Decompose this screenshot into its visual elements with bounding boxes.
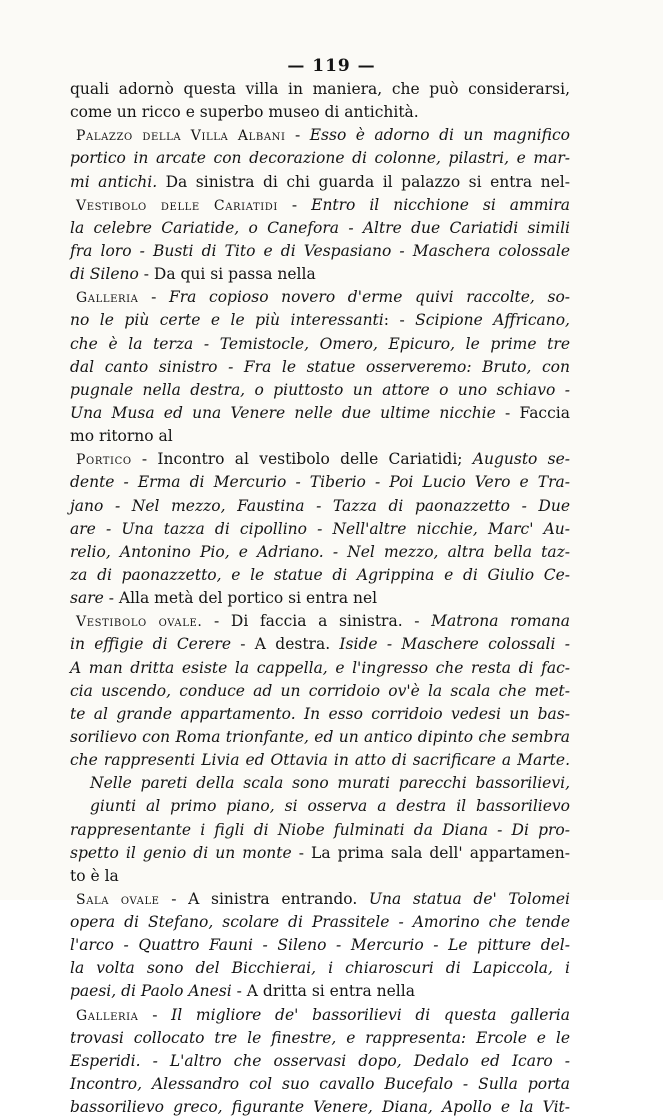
text-segment: - Di faccia a sinistra. - [202, 612, 432, 631]
text-line [70, 772, 570, 795]
text-segment: Incontro, Alessandro col suo cavallo Bucefalo - Sulla porta [70, 1075, 570, 1094]
section-heading: Vestibolo delle Cariatidi [76, 197, 278, 214]
text-segment: bassorilievo greco, figurante Venere, Diana, Apollo e la Vit- [70, 1098, 570, 1117]
text-segment: Fra copioso novero d'erme quivi raccolte, so- [169, 288, 571, 307]
text-line [70, 240, 570, 263]
text-segment: spetto il genio di un monte [70, 843, 292, 862]
text-segment: - Incontro al vestibolo delle Cariatidi; [131, 450, 473, 469]
text-line [70, 425, 570, 448]
text-line [70, 194, 570, 217]
text-segment: trovasi collocato tre le finestre, e rappresenta: Ercole e le [70, 1028, 570, 1047]
text-segment: - [285, 126, 310, 145]
text-line [70, 124, 570, 147]
text-line [70, 587, 570, 610]
text-segment: che rappresenti Livia ed Ottavia in atto di sacrificare a Marte. [70, 751, 570, 770]
section-heading: Galleria [76, 1007, 139, 1024]
text-segment: cia uscendo, conduce ad un corridoio ov'è la scala che met- [70, 681, 570, 700]
text-line [70, 610, 570, 633]
section-heading: Portico [76, 452, 132, 469]
text-segment: opera di Stefano, scolare di Prassitele - Amorino che tende [70, 913, 570, 932]
text-segment: za di paonazzetto, e le statue di Agrippina e di Giulio Ce- [70, 565, 570, 584]
text-segment: relio, Antonino Pio, e Adriano. - Nel mezzo, altra bella taz- [70, 542, 570, 561]
text-segment: sorilievo con Roma trionfante, ed un antico dipinto che sembra [70, 727, 570, 746]
text-segment: pugnale nella destra, o piuttosto un attore o uno schiavo - [70, 380, 570, 399]
text-segment: Matrona romana [431, 612, 570, 631]
text-segment: Il migliore de' bassorilievi di questa galleria [171, 1005, 570, 1024]
text-segment: jano - Nel mezzo, Faustina - Tazza di paonazzetto - Due [70, 496, 570, 515]
text-segment: Iside - Maschere colossali - [339, 635, 570, 654]
text-line [70, 217, 570, 240]
text-segment: giunti al primo piano, si osserva a destra il bassorilievo [90, 797, 570, 816]
text-line [70, 309, 570, 332]
text-segment: la celebre Cariatide, o Canefora - Altre due Cariatidi simili [70, 218, 570, 237]
text-segment: la volta sono del Bicchierai, i chiaroscuri di Lapiccola, i [70, 959, 570, 978]
text-line [70, 749, 570, 772]
text-segment: sare [70, 589, 104, 608]
text-segment: come un ricco e superbo museo di antichità. [70, 103, 419, 122]
section-heading: Sala ovale [76, 891, 160, 908]
text-segment: to è la [70, 866, 119, 885]
text-segment: l'arco - Quattro Fauni - Sileno - Mercurio - Le pitture del- [70, 936, 570, 955]
text-line [70, 78, 570, 101]
section-heading: Palazzo della Villa Albani [76, 128, 286, 145]
text-line [70, 356, 570, 379]
text-segment: paesi, di Paolo Anesi [70, 982, 232, 1001]
section-heading: Vestibolo ovale. [76, 614, 203, 631]
section-heading: Galleria [76, 290, 139, 307]
text-line [70, 564, 570, 587]
text-segment: mi antichi. [70, 172, 158, 191]
text-line [70, 657, 570, 680]
text-segment: A man dritta esiste la cappella, e l'ingresso che resta di fac- [70, 658, 570, 677]
text-line [70, 1096, 570, 1119]
text-segment: Una statua de' Tolomei [368, 889, 570, 908]
text-segment: are - Una tazza di cipollino - Nell'altre nicchie, Marc' Au- [70, 519, 570, 538]
text-segment: in effigie di Cerere [70, 635, 232, 654]
text-block [70, 78, 570, 1119]
text-line [70, 703, 570, 726]
text-segment: - Alla metà del portico si entra nel [103, 589, 378, 608]
text-segment: quali adornò questa villa in maniera, che può considerarsi, [70, 80, 570, 98]
text-line [70, 1050, 570, 1073]
text-line [70, 911, 570, 934]
text-segment: te al grande appartamento. In esso corridoio vedesi un bas- [70, 704, 570, 723]
text-line [70, 1073, 570, 1096]
text-line [70, 263, 570, 286]
text-line [70, 980, 570, 1003]
text-line [70, 402, 570, 425]
text-segment: : - [383, 311, 416, 330]
text-line [70, 842, 570, 865]
text-segment: - La prima sala dell' appartamen- [291, 843, 571, 862]
text-segment: - [138, 1005, 172, 1024]
text-line [70, 495, 570, 518]
text-line [70, 680, 570, 703]
text-segment: dente - Erma di Mercurio - Tiberio - Poi Lucio Vero e Tra- [70, 473, 570, 492]
text-segment: portico in arcate con decorazione di colonne, pilastri, e mar- [70, 149, 570, 168]
text-line [70, 286, 570, 309]
text-line [70, 934, 570, 957]
text-line [70, 333, 570, 356]
page-number: — 119 — [287, 56, 376, 76]
text-line [70, 795, 570, 818]
text-segment: - Faccia [495, 403, 570, 422]
text-segment: fra loro - Busti di Tito e di Vespasiano - Maschera colossale [70, 241, 570, 260]
text-segment: - A destra. [231, 635, 340, 654]
text-segment: Una Musa ed una Venere nelle due ultime nicchie [70, 403, 496, 422]
text-segment: - [277, 195, 312, 214]
text-segment: Nelle pareti della scala sono murati parecchi bassorilievi, [90, 774, 570, 793]
text-segment: Augusto se- [472, 450, 571, 469]
text-segment: dal canto sinistro - Fra le statue osserveremo: Bruto, con [70, 357, 570, 376]
text-line [70, 518, 570, 541]
text-line [70, 147, 570, 170]
text-line [70, 633, 570, 656]
text-segment: Entro il nicchione si ammira [311, 195, 570, 214]
text-segment: Esso è adorno di un magnifico [309, 126, 570, 145]
text-line [70, 1004, 570, 1027]
text-segment: no le più certe e le più interessanti [70, 311, 384, 330]
text-line [70, 1027, 570, 1050]
text-segment: - Da qui si passa nella [138, 265, 316, 284]
text-line [70, 541, 570, 564]
text-line [70, 448, 570, 471]
text-segment: di Sileno [70, 265, 139, 284]
text-segment: Da sinistra di chi guarda il palazzo si entra nel- [157, 172, 570, 191]
text-segment: che è la terza - Temistocle, Omero, Epicuro, le prime tre [70, 334, 570, 353]
text-segment: Esperidi. - L'altro che osservasi dopo, Dedalo ed Icaro - [70, 1051, 570, 1070]
text-segment: rappresentante i figli di Niobe fulminati da Diana - Di pro- [70, 820, 570, 839]
text-line [70, 726, 570, 749]
text-line [70, 819, 570, 842]
text-line [70, 957, 570, 980]
text-line [70, 171, 570, 194]
text-segment: Scipione Affricano, [415, 311, 570, 330]
text-segment: - [138, 288, 169, 307]
text-line [70, 101, 570, 124]
text-segment: mo ritorno al [70, 427, 173, 446]
text-segment: - A dritta si entra nella [231, 982, 415, 1001]
text-line [70, 379, 570, 402]
text-segment: - A sinistra entrando. [159, 889, 369, 908]
text-line [70, 888, 570, 911]
text-line [70, 471, 570, 494]
text-line [70, 865, 570, 888]
